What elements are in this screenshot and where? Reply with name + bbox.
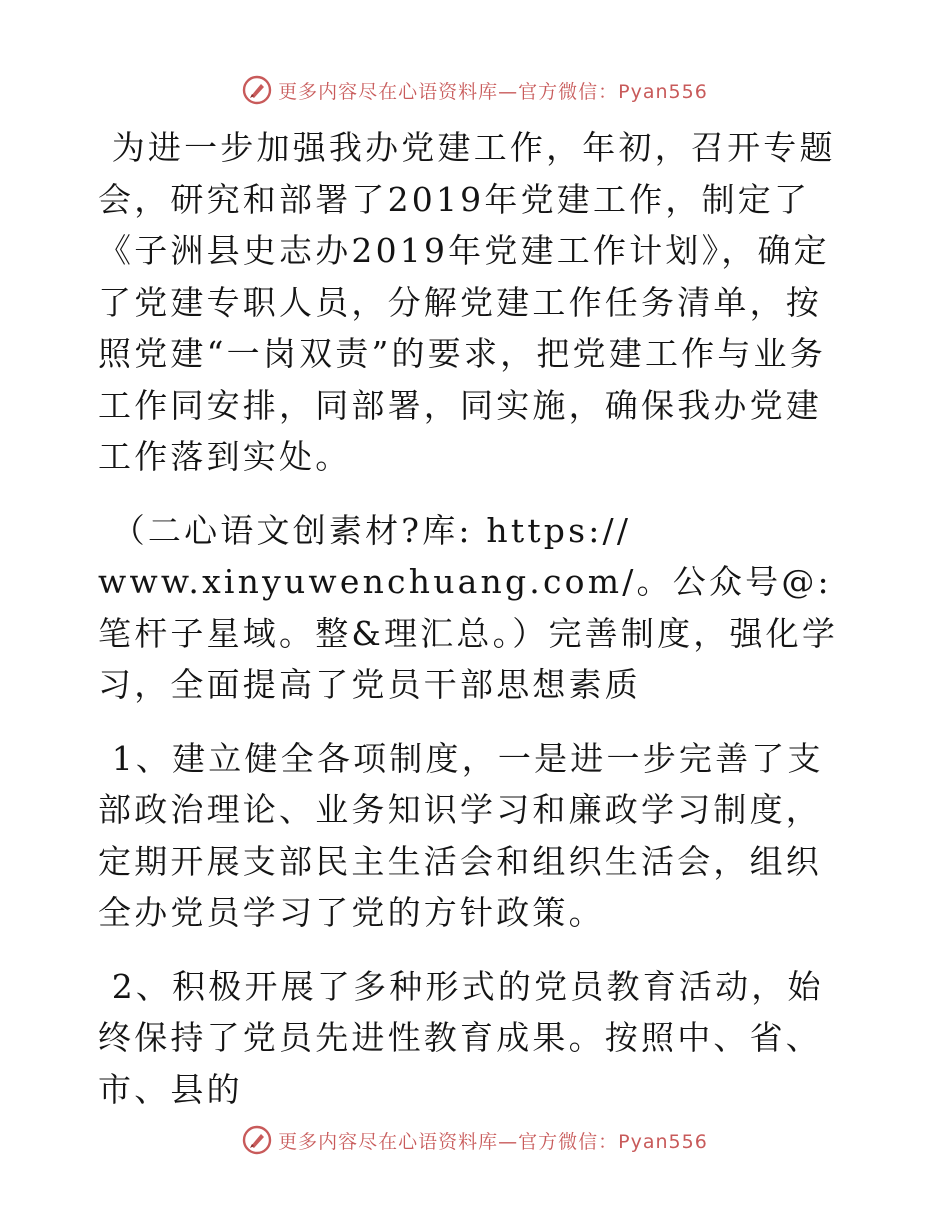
watermark-text: 更多内容尽在心语资料库—官方微信：Pyan556 [278,1130,708,1153]
pen-nib-logo-icon [242,75,272,105]
paragraph-item-1: 1、建立健全各项制度，一是进一步完善了支部政治理论、业务知识学习和廉政学习制度，定期开展支部民主生活会和组织生活会，组织全办党员学习了党的方针政策。 [98,738,824,932]
watermark-header [0,70,950,110]
pen-nib-logo-icon [242,1125,272,1155]
paragraph-item-2: 2、积极开展了多种形式的党员教育活动，始终保持了党员先进性教育成果。按照中、省、市、县的 [98,966,824,1109]
watermark-text: 更多内容尽在心语资料库—官方微信：Pyan556 [278,80,708,103]
document-body [98,122,858,1137]
paragraph-section-heading: （二心语文创素材?库: https:// www.xinyuwenchuang.com/。公众号@: 笔杆子星域。整&理汇总。）完善制度，强化学习，全面提高了党员干部思想素质 [98,510,846,704]
watermark-footer [0,1120,950,1160]
paragraph-party-building-intro: 为进一步加强我办党建工作，年初，召开专题会，研究和部署了2019年党建工作，制定了《子洲县史志办2019年党建工作计划》，确定了党建专职人员，分解党建工作任务清单，按照党建“一岗双责”的要求，把党建工作与业务工作同安排，同部署，同实施，确保我办党建工作落到实处。 [98,128,836,476]
